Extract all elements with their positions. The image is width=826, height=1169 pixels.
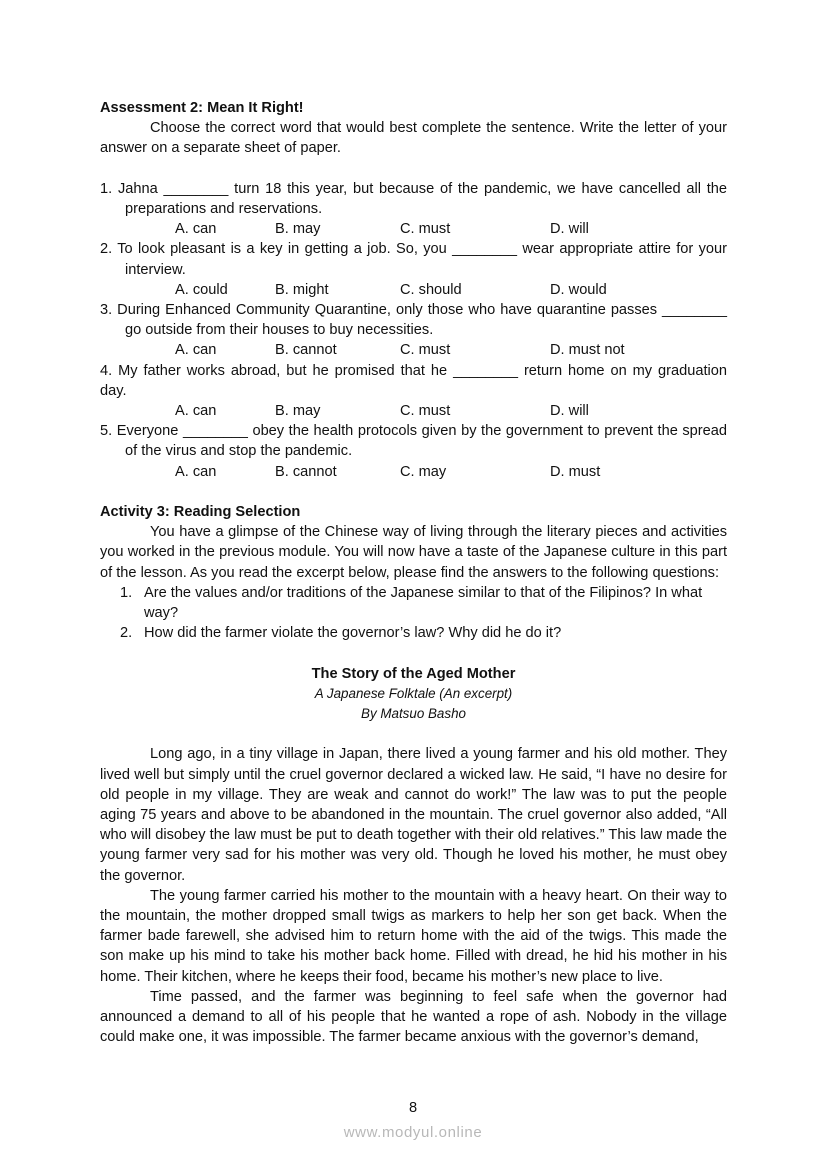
choice-b: B. may [275,402,321,419]
choice-a: A. can [175,463,217,480]
choice-b: B. cannot [275,463,337,480]
guide-question-number: 2. [120,625,133,642]
choice-a: A. can [175,221,217,238]
choice-d: D. will [550,221,589,238]
question-text: 5. Everyone ________ obey the health protocols given by the government to prevent the spread of the virus and stop the pandemic. [100,423,727,460]
question-4 [100,361,727,422]
choice-c: C. may [400,463,447,480]
spacer [100,482,727,502]
story-paragraph: The young farmer carried his mother to the mountain with a heavy heart. On their way to the mountain, the mother dropped small twigs as markers to help her son get back. When the farmer bade farewell, she advised him to return home with the aid of the twigs. This made the son make up his mind to take his mother back home. Filled with dread, he hid his mother in his home. Their kitchen, where he keeps their food, became his mother’s new place to live. [100,887,727,985]
assessment-title: Assessment 2: Mean It Right! [100,100,304,116]
question-5 [100,421,727,482]
question-text: 2. To look pleasant is a key in getting a job. So, you ________ wear appropriate attire for your interview. [100,241,727,278]
assessment-instructions: Choose the correct word that would best complete the sentence. Write the letter of your answer on a separate sheet of paper. [100,120,727,157]
choices-row [100,280,727,300]
choice-d: D. must not [550,342,625,359]
question-text: 1. Jahna ________ turn 18 this year, but because of the pandemic, we have cancelled all the preparations and reservations. [100,180,727,217]
choice-b: B. cannot [275,342,337,359]
choice-c: C. must [400,342,451,359]
guide-question [100,623,727,643]
choice-d: D. must [550,463,601,480]
question-2 [100,239,727,300]
spacer [100,724,727,744]
question-text: 4. My father works abroad, but he promised that he ________ return home on my graduation day. [100,362,727,399]
story-author: By Matsuo Basho [361,705,466,721]
choice-d: D. will [550,402,589,419]
choices-row [100,401,727,421]
choice-c: C. must [400,402,451,419]
guide-question-text: How did the farmer violate the governor’s law? Why did he do it? [144,625,562,642]
activity-intro: You have a glimpse of the Chinese way of living through the literary pieces and activities you worked in the previous module. You will now have a taste of the Japanese culture in this part of the lesson. As you read the excerpt below, please find the answers to the following questions: [100,524,727,581]
choice-b: B. may [275,221,321,238]
story-title: The Story of the Aged Mother [311,665,516,682]
choices-row [100,462,727,482]
choice-c: C. must [400,221,451,238]
question-3 [100,300,727,361]
story-paragraph: Time passed, and the farmer was beginning to feel safe when the governor had announced a demand to all of his people that he wanted a rope of ash. Nobody in the village could make one, it was impossible. The farmer became anxious with the governor’s demand, [100,988,727,1046]
choice-a: A. could [175,281,228,298]
question-text: 3. During Enhanced Community Quarantine, only those who have quarantine passes ________ go outside from their houses to buy necessities. [100,301,727,339]
choice-d: D. would [550,281,607,298]
choice-b: B. might [275,281,329,298]
choices-row [100,340,727,360]
guide-questions-list [100,583,727,644]
guide-question-text: Are the values and/or traditions of the Japanese similar to that of the Filipinos? In what way? [144,584,703,621]
choice-c: C. should [400,281,462,298]
spacer [100,643,727,663]
story-subtitle: A Japanese Folktale (An excerpt) [314,685,513,701]
story-paragraph: Long ago, in a tiny village in Japan, there lived a young farmer and his old mother. They lived well but simply until the cruel governor declared a wicked law. He said, “I have no desire for old people in my village. They are weak and cannot do work!” The law was to put the people aging 75 years and above to be abandoned in the mountain. The cruel governor also added, “All who will disobey the law must be put to death together with their old relatives.” This law made the young farmer very sad for his mother was very old. Though he loved his mother, he must obey the governor. [100,746,727,884]
guide-question [100,583,727,623]
page-number: 8 [408,1100,418,1116]
guide-question-number: 1. [120,584,133,601]
activity-title: Activity 3: Reading Selection [100,503,301,520]
choices-row [100,219,727,239]
question-1 [100,179,727,240]
choice-a: A. can [175,342,217,359]
document-page [100,98,727,1047]
watermark: www.modyul.online [343,1124,483,1141]
choice-a: A. can [175,402,217,419]
spacer [100,159,727,179]
